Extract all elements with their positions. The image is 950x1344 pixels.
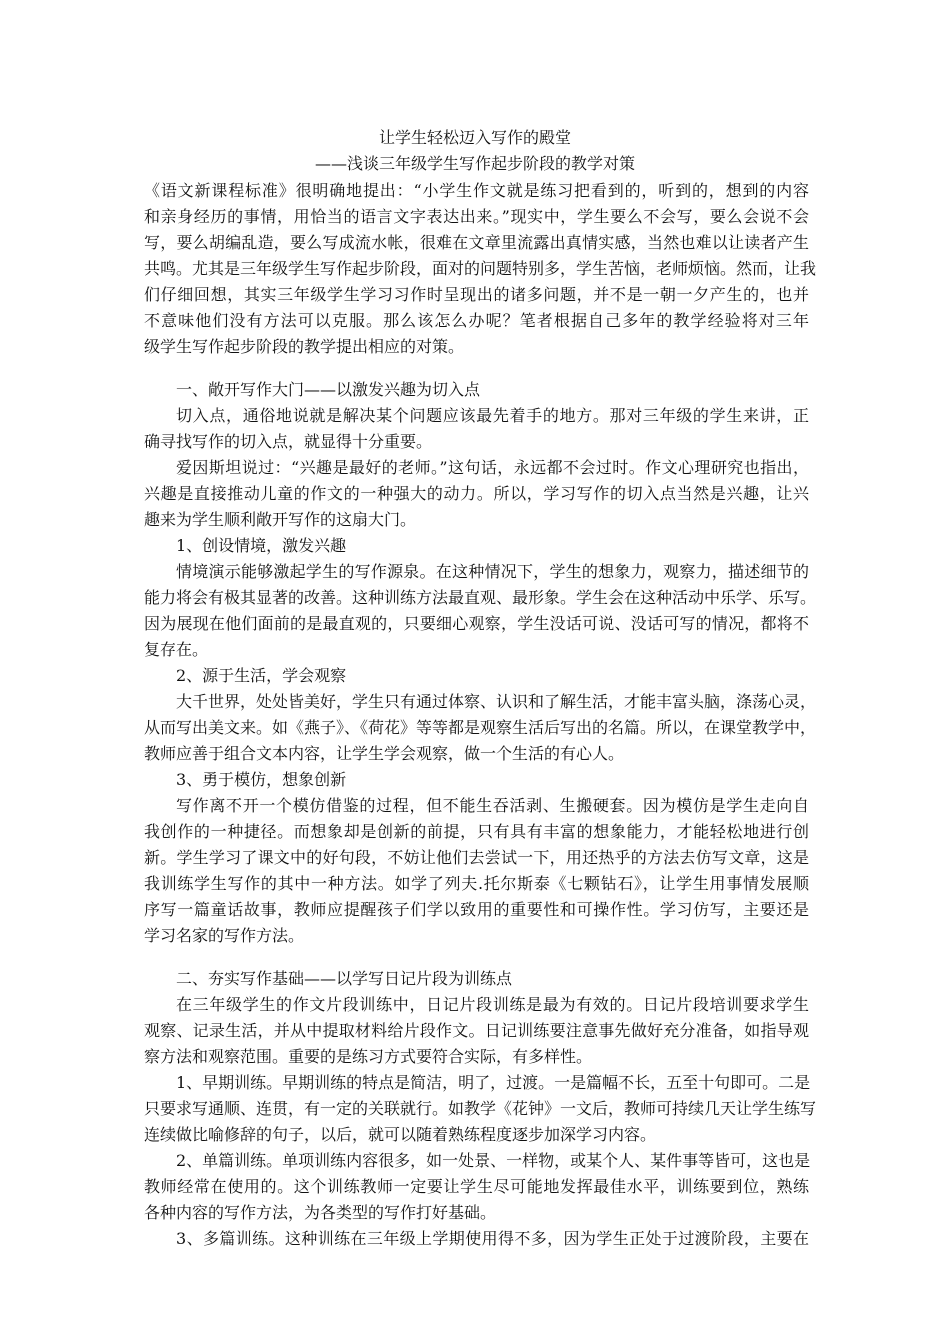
body-line: 在三年级学生的作文片段训练中，日记片段训练是最为有效的。日记片段培训要求学生 [176, 995, 809, 1014]
body-line: 写，要么胡编乱造，要么写成流水帐，很难在文章里流露出真情实感，当然也难以让读者产生 [144, 233, 809, 252]
body-line: 共鸣。尤其是三年级学生写作起步阶段，面对的问题特别多，学生苦恼，老师烦恼。然而，让我 [144, 259, 817, 278]
body-line: 和亲身经历的事情，用恰当的语言文字表达出来。”现实中，学生要么不会写，要么会说不会 [144, 207, 809, 226]
subsection-heading: 2、源于生活，学会观察 [176, 666, 347, 685]
document-subtitle: ——浅谈三年级学生写作起步阶段的教学对策 [314, 154, 635, 173]
subsection-heading: 3、勇于模仿，想象创新 [176, 770, 347, 789]
body-line: 不意味他们没有方法可以克服。那么该怎么办呢？笔者根据自己多年的教学经验将对三年 [144, 311, 809, 330]
body-line: 情境演示能够激起学生的写作源泉。在这种情况下，学生的想象力，观察力，描述细节的 [176, 562, 809, 581]
body-line: 连续做比喻修辞的句子，以后，就可以随着熟练程度逐步加深学习内容。 [144, 1125, 657, 1144]
body-line: 序写一篇童话故事，教师应提醒孩子们学以致用的重要性和可操作性。学习仿写，主要还是 [144, 900, 809, 919]
body-line: 3、多篇训练。这种训练在三年级上学期使用得不多，因为学生正处于过渡阶段，主要在 [176, 1229, 809, 1248]
body-line: 级学生写作起步阶段的教学提出相应的对策。 [144, 337, 465, 356]
body-line: 察方法和观察范围。重要的是练习方式要符合实际，有多样性。 [144, 1047, 593, 1066]
body-line: 我创作的一种捷径。而想象却是创新的前提，只有具有丰富的想象能力，才能轻松地进行创 [144, 822, 809, 841]
body-line: 们仔细回想，其实三年级学生学习习作时呈现出的诸多问题，并不是一朝一夕产生的，也并 [144, 285, 809, 304]
subsection-heading: 1、创设情境，激发兴趣 [176, 536, 347, 555]
body-line: 《语文新课程标准》很明确地提出：“小学生作文就是练习把看到的，听到的，想到的内容 [144, 181, 809, 200]
body-line: 1、早期训练。早期训练的特点是简洁，明了，过渡。一是篇幅不长，五至十句即可。二是 [176, 1073, 811, 1092]
section-heading: 二、夯实写作基础——以学写日记片段为训练点 [176, 969, 513, 988]
body-line: 各种内容的写作方法，为各类型的写作打好基础。 [144, 1203, 497, 1222]
body-line: 复存在。 [144, 640, 209, 659]
body-line: 因为展现在他们面前的是最直观的，只要细心观察，学生没话可说、没话可写的情况，都将不 [144, 614, 809, 633]
body-line: 能力将会有极其显著的改善。这种训练方法最直观、最形象。学生会在这种活动中乐学、乐写。 [144, 588, 817, 607]
body-line: 爱因斯坦说过：“兴趣是最好的老师。”这句话，永远都不会过时。作文心理研究也指出， [176, 458, 809, 477]
document-title: 让学生轻松迈入写作的殿堂 [378, 128, 571, 147]
body-line: 学习名家的写作方法。 [144, 926, 305, 945]
body-line: 观察、记录生活，并从中提取材料给片段作文。日记训练要注意事先做好充分准备，如指导观 [144, 1021, 809, 1040]
body-line: 趣来为学生顺利敞开写作的这扇大门。 [144, 510, 417, 529]
body-line: 兴趣是直接推动儿童的作文的一种强大的动力。所以，学习写作的切入点当然是兴趣，让兴 [144, 484, 809, 503]
body-line: 新。学生学习了课文中的好句段，不妨让他们去尝试一下，用还热乎的方法去仿写文章，这是 [144, 848, 809, 867]
body-line: 切入点，通俗地说就是解决某个问题应该最先着手的地方。那对三年级的学生来讲，正 [176, 406, 809, 425]
body-line: 确寻找写作的切入点，就显得十分重要。 [144, 432, 433, 451]
body-line: 大千世界，处处皆美好，学生只有通过体察、认识和了解生活，才能丰富头脑，涤荡心灵， [176, 692, 817, 711]
section-heading: 一、敞开写作大门——以激发兴趣为切入点 [176, 380, 481, 399]
body-line: 我训练学生写作的其中一种方法。如学了列夫.托尔斯泰《七颗钻石》，让学生用事情发展顺 [144, 874, 809, 893]
body-line: 从而写出美文来。如《燕子》、《荷花》等等都是观察生活后写出的名篇。所以，在课堂教学中， [144, 718, 817, 737]
body-line: 2、单篇训练。单项训练内容很多，如一处景、一样物，或某个人、某件事等皆可，这也是 [176, 1151, 811, 1170]
body-line: 写作离不开一个模仿借鉴的过程，但不能生吞活剥、生搬硬套。因为模仿是学生走向自 [176, 796, 809, 815]
body-line: 教师经常在使用的。这个训练教师一定要让学生尽可能地发挥最佳水平，训练要到位，熟练 [144, 1177, 809, 1196]
body-line: 只要求写通顺、连贯，有一定的关联就行。如教学《花钟》一文后，教师可持续几天让学生练写 [144, 1099, 817, 1118]
body-line: 教师应善于组合文本内容，让学生学会观察，做一个生活的有心人。 [144, 744, 625, 763]
